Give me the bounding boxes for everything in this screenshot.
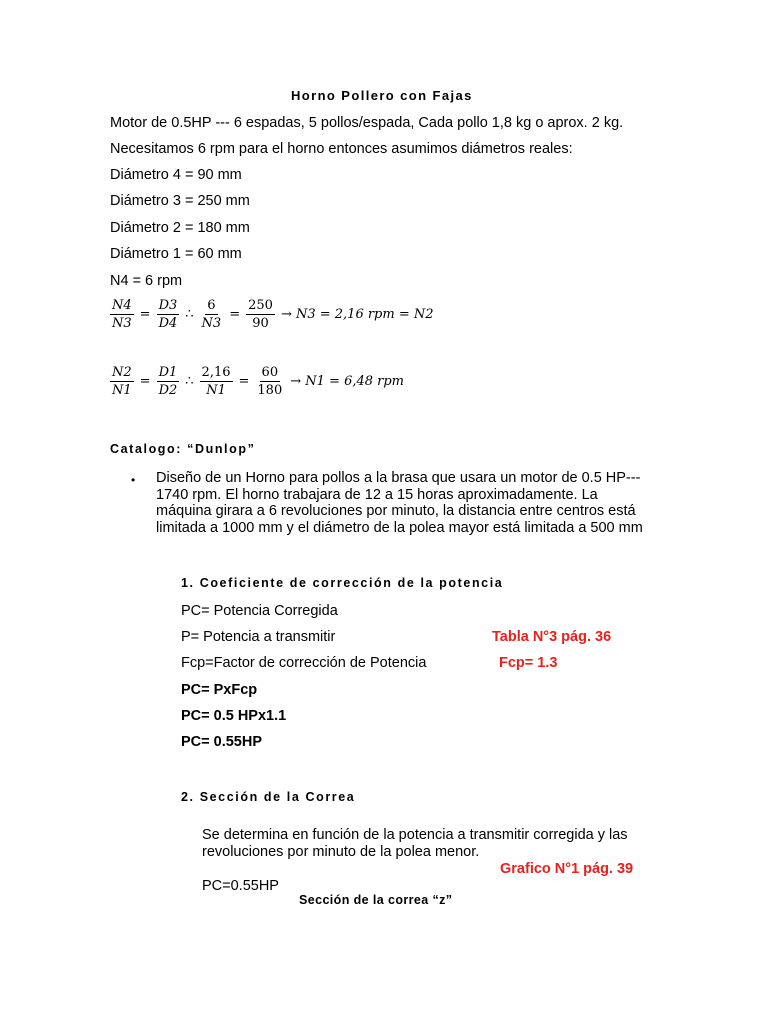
diameter-1: Diámetro 1 = 60 mm <box>110 246 242 262</box>
pc-formula: PC= PxFcp <box>181 682 258 698</box>
therefore-sign: ∴ <box>185 374 194 389</box>
numerator: D3 <box>158 298 178 313</box>
bullet-paragraph: Diseño de un Horno para pollos a la brasa que usara un motor de 0.5 HP--- 1740 rpm. El horno trabajara de 12 a 15 horas aproximadamente. La máquina girara a 6 revoluciones por minuto, la distancia entre centros está limitada a 1000 mm y el diámetro de la polea mayor está limitada a 500 mm <box>156 470 643 536</box>
fcp-definition: Fcp=Factor de corrección de Potencia <box>181 655 427 671</box>
numerator: 60 <box>261 365 279 380</box>
numerator: N4 <box>112 298 132 313</box>
section-1-heading: 1. Coeficiente de corrección de la potencia <box>181 576 504 590</box>
document-title: Horno Pollero con Fajas <box>291 88 473 103</box>
numerator: 250 <box>248 298 273 313</box>
numerator: N2 <box>112 365 132 380</box>
denominator: D4 <box>158 316 178 331</box>
fraction <box>157 365 180 398</box>
equals-sign: = <box>139 374 151 389</box>
equation-result: → N1 = 6,48 rpm <box>290 374 405 389</box>
equals-sign: = <box>229 307 241 322</box>
catalog-heading: Catalogo: “Dunlop” <box>110 442 256 456</box>
fraction <box>110 298 134 331</box>
section-2-heading: 2. Sección de la Correa <box>181 790 356 804</box>
fraction <box>200 298 224 331</box>
intro-line-2: Necesitamos 6 rpm para el horno entonces asumimos diámetros reales: <box>110 141 573 157</box>
fraction <box>157 298 180 331</box>
belt-section-subheading: Sección de la correa “z” <box>299 893 453 907</box>
speed-n4: N4 = 6 rpm <box>110 273 183 289</box>
denominator: N1 <box>112 383 132 398</box>
denominator: 90 <box>252 316 269 331</box>
equation-result: → N3 = 2,16 rpm = N2 <box>280 307 434 322</box>
denominator: 180 <box>257 383 283 398</box>
denominator: N3 <box>201 316 222 331</box>
denominator: D2 <box>158 383 178 398</box>
fcp-value: Fcp= 1.3 <box>499 655 558 671</box>
therefore-sign: ∴ <box>185 307 194 322</box>
diameter-4: Diámetro 4 = 90 mm <box>110 167 242 183</box>
fraction <box>246 298 275 331</box>
graph-reference: Grafico N°1 pág. 39 <box>500 861 634 877</box>
equals-sign: = <box>139 307 151 322</box>
denominator: N3 <box>112 316 132 331</box>
pc-calculation: PC= 0.5 HPx1.1 <box>181 708 287 724</box>
fraction <box>255 365 284 398</box>
fraction <box>200 365 233 398</box>
pc-value: PC=0.55HP <box>202 878 279 894</box>
intro-line-1: Motor de 0.5HP --- 6 espadas, 5 pollos/espada, Cada pollo 1,8 kg o aprox. 2 kg. <box>110 115 624 131</box>
section-2-paragraph: Se determina en función de la potencia a transmitir corregida y las revoluciones por minuto de la polea menor. <box>202 827 628 860</box>
pc-definition: PC= Potencia Corregida <box>181 603 338 619</box>
equation-2 <box>108 365 404 398</box>
pc-result: PC= 0.55HP <box>181 734 263 750</box>
numerator: D1 <box>158 365 178 380</box>
numerator: 6 <box>207 298 216 313</box>
diameter-3: Diámetro 3 = 250 mm <box>110 193 250 209</box>
numerator: 2,16 <box>201 365 231 380</box>
fraction <box>110 365 134 398</box>
equation-1 <box>108 298 434 331</box>
p-definition: P= Potencia a transmitir <box>181 629 336 645</box>
denominator: N1 <box>206 383 226 398</box>
bullet-icon: • <box>131 473 136 487</box>
diameter-2: Diámetro 2 = 180 mm <box>110 220 250 236</box>
equals-sign: = <box>238 374 250 389</box>
table-reference: Tabla N°3 pág. 36 <box>492 629 612 645</box>
